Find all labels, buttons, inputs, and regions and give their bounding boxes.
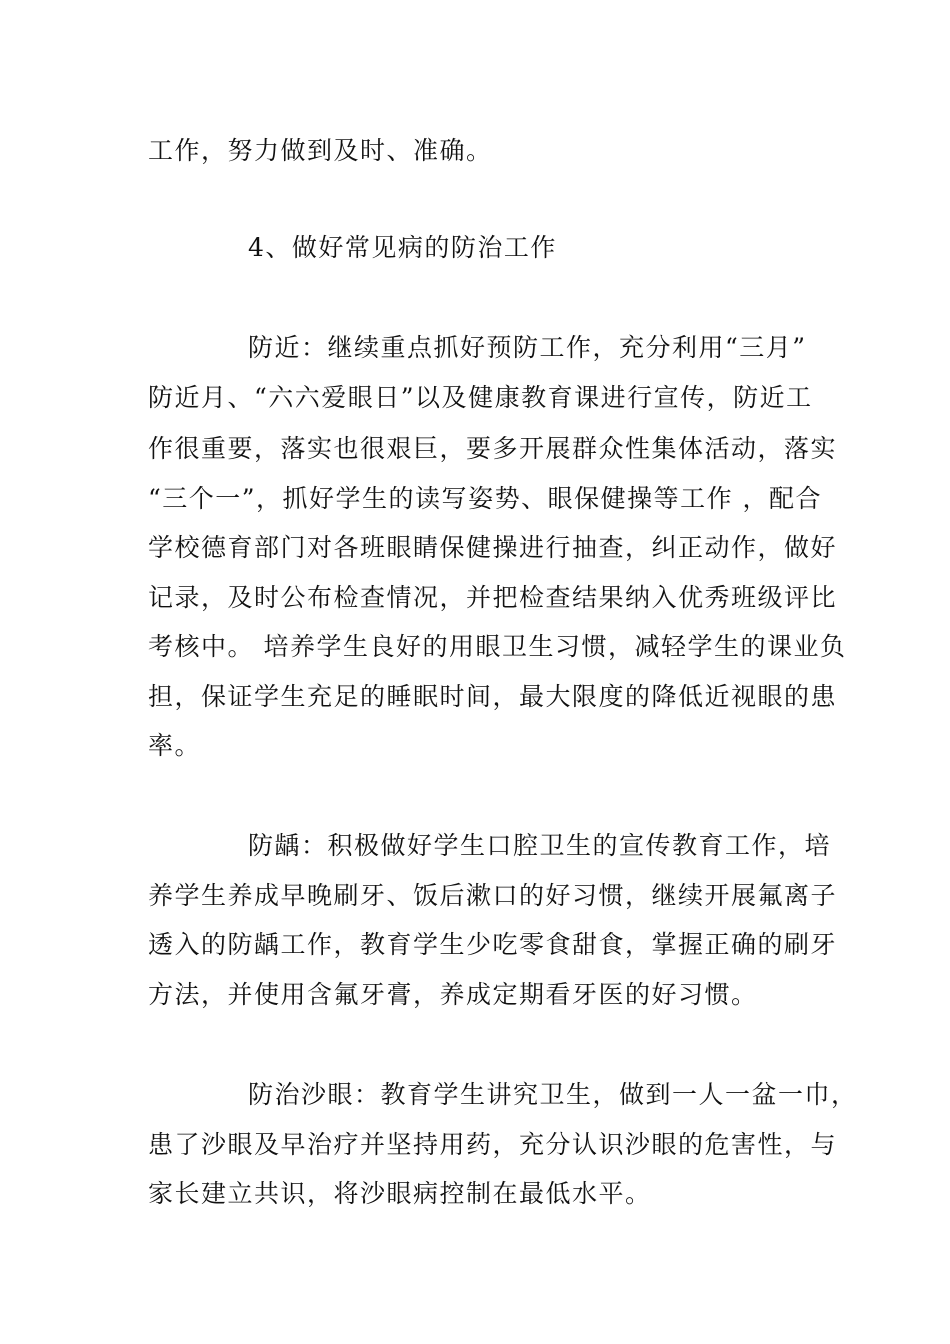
paragraph-line: 防龋：积极做好学生口腔卫生的宣传教育工作，培 bbox=[248, 831, 832, 860]
paragraph-line: 患了沙眼及早治疗并坚持用药，充分认识沙眼的危害性，与 bbox=[148, 1130, 838, 1159]
paragraph-line: 方法，并使用含氟牙膏，养成定期看牙医的好习惯。 bbox=[148, 980, 758, 1009]
paragraph-line: 防治沙眼：教育学生讲究卫生，做到一人一盆一巾， bbox=[248, 1080, 858, 1109]
paragraph-line: 作很重要，落实也很艰巨，要多开展群众性集体活动，落实 bbox=[148, 434, 838, 463]
paragraph-line: 透入的防龋工作，教育学生少吃零食甜食，掌握正确的刷牙 bbox=[148, 930, 838, 959]
paragraph-line: 防近：继续重点抓好预防工作，充分利用“三月” bbox=[248, 333, 807, 362]
section-heading: 4、做好常见病的防治工作 bbox=[248, 233, 557, 262]
paragraph-line: “三个一”，抓好学生的读写姿势、眼保健操等工作 ，配合 bbox=[148, 484, 823, 513]
paragraph-line: 考核中。 培养学生良好的用眼卫生习惯，减轻学生的课业负 bbox=[148, 632, 847, 661]
paragraph-line: 担，保证学生充足的睡眠时间，最大限度的降低近视眼的患 bbox=[148, 682, 838, 711]
paragraph-line: 防近月、“六六爱眼日”以及健康教育课进行宣传，防近工 bbox=[148, 383, 813, 412]
paragraph-line: 工作，努力做到及时、准确。 bbox=[148, 136, 493, 165]
paragraph-line: 学校德育部门对各班眼睛保健操进行抽查，纠正动作，做好 bbox=[148, 533, 838, 562]
paragraph-line: 记录，及时公布检查情况，并把检查结果纳入优秀班级评比 bbox=[148, 583, 838, 612]
paragraph-line: 家长建立共识，将沙眼病控制在最低水平。 bbox=[148, 1179, 652, 1208]
paragraph-line: 率。 bbox=[148, 731, 202, 760]
paragraph-line: 养学生养成早晚刷牙、饭后漱口的好习惯，继续开展氟离子 bbox=[148, 881, 838, 910]
